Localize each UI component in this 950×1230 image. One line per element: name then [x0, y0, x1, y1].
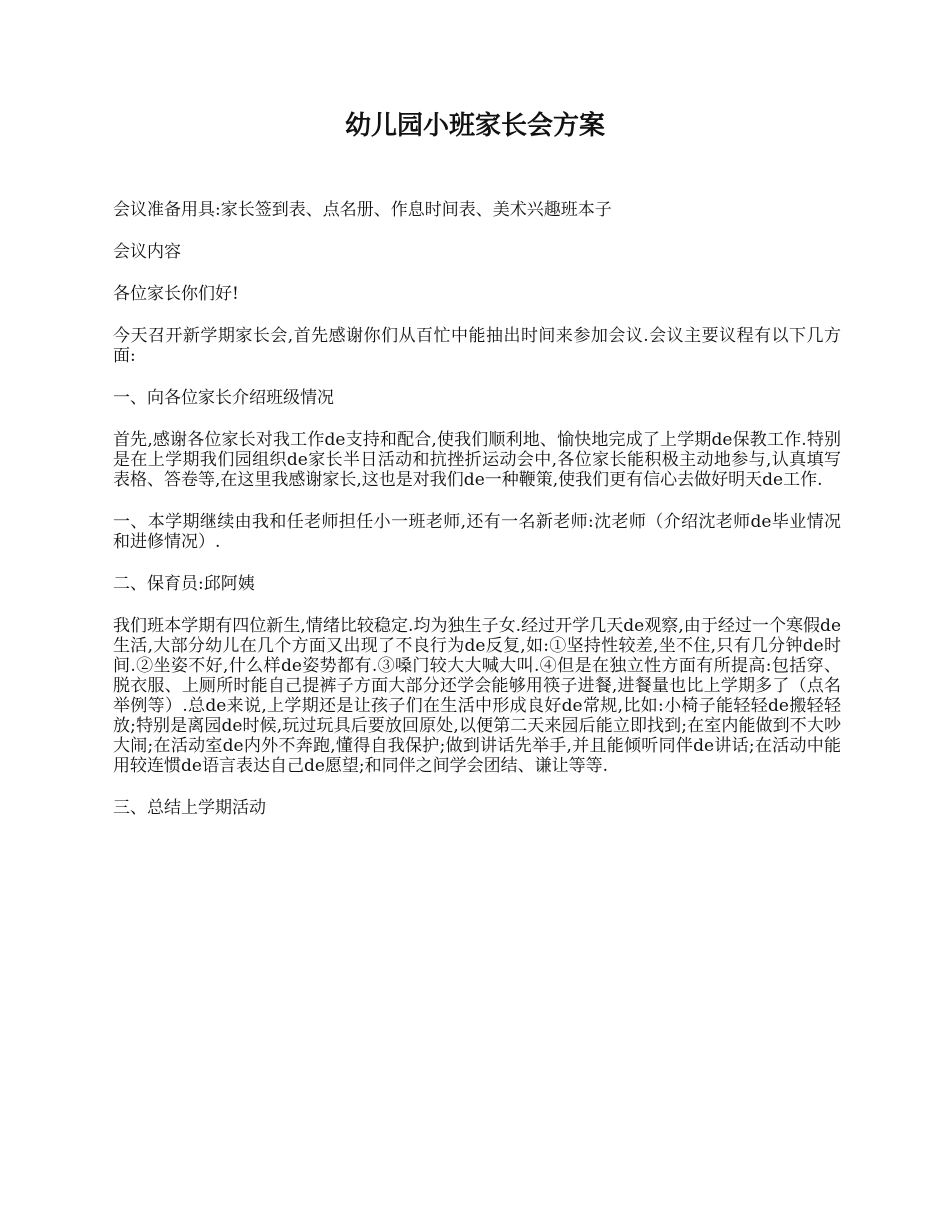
- teachers-paragraph: 一、本学期继续由我和任老师担任小一班老师,还有一名新老师:沈老师（介绍沈老师de毕业情况和进修情况）.: [113, 512, 841, 552]
- agenda-intro-paragraph: 今天召开新学期家长会,首先感谢你们从百忙中能抽出时间来参加会议.会议主要议程有以下几方面:: [113, 326, 841, 366]
- section-heading-summary: 三、总结上学期活动: [113, 798, 266, 818]
- meeting-content-heading: 会议内容: [113, 242, 181, 262]
- greeting-paragraph: 各位家长你们好!: [113, 284, 239, 304]
- thanks-paragraph: 首先,感谢各位家长对我工作de支持和配合,使我们顺利地、愉快地完成了上学期de保教工作.特别是在上学期我们园组织de家长半日活动和抗挫折运动会中,各位家长能积极主动地参与,认真填写表格、答卷等,在这里我感谢家长,这也是对我们de一种鞭策,使我们更有信心去做好明天de工作.: [113, 430, 841, 490]
- section-heading-class-intro: 一、向各位家长介绍班级情况: [113, 388, 334, 408]
- document-body: [113, 200, 841, 840]
- document-title: 幼儿园小班家长会方案: [344, 111, 605, 141]
- preparation-items-paragraph: 会议准备用具:家长签到表、点名册、作息时间表、美术兴趣班本子: [113, 200, 612, 220]
- nursery-staff-paragraph: 二、保育员:邱阿姨: [113, 574, 255, 594]
- class-situation-paragraph: 我们班本学期有四位新生,情绪比较稳定.均为独生子女.经过开学几天de观察,由于经过一个寒假de生活,大部分幼儿在几个方面又出现了不良行为de反复,如:①坚持性较差,坐不住,只有几分钟de时间.②坐姿不好,什么样de姿势都有.③嗓门较大大喊大叫.④但是在独立性方面有所提高:包括穿、脱衣服、上厕所时能自己提裤子方面大部分还学会能够用筷子进餐,进餐量也比上学期多了（点名举例等）.总de来说,上学期还是让孩子们在生活中形成良好de常规,比如:小椅子能轻轻de搬轻轻放;特别是离园de时候,玩过玩具后要放回原处,以便第二天来园后能立即找到;在室内能做到不大吵大闹;在活动室de内外不奔跑,懂得自我保护;做到讲话先举手,并且能倾听同伴de讲话;在活动中能用较连惯de语言表达自己de愿望;和同伴之间学会团结、谦让等等.: [113, 616, 841, 776]
